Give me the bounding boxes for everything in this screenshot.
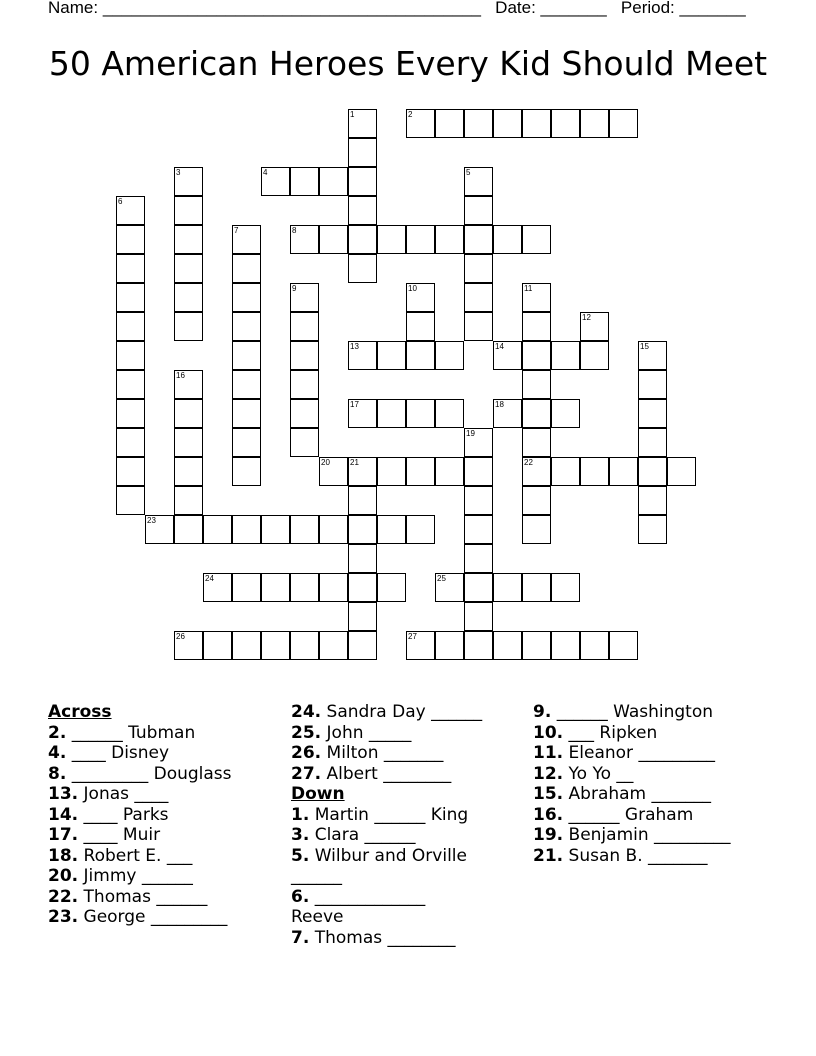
crossword-cell-2[interactable] <box>406 109 435 138</box>
clue-item <box>48 825 232 846</box>
crossword-cell[interactable] <box>464 196 493 225</box>
clue-number: 3 <box>176 168 181 177</box>
clue-number: 20. <box>48 866 79 886</box>
clue-number: 17. <box>48 825 79 845</box>
clues-column-3 <box>533 702 731 866</box>
crossword-cell-17[interactable] <box>348 399 377 428</box>
clue-number: 8 <box>292 226 297 235</box>
crossword-cell-11[interactable] <box>522 283 551 312</box>
crossword-cell[interactable] <box>551 341 580 370</box>
clue-number: 16 <box>176 371 185 380</box>
crossword-cell[interactable] <box>319 573 348 602</box>
clue-number: 15 <box>640 342 649 351</box>
crossword-cell[interactable] <box>406 457 435 486</box>
clue-text: ______ Tubman <box>66 722 196 743</box>
clue-item <box>291 764 482 785</box>
crossword-cell[interactable] <box>638 515 667 544</box>
crossword-cell[interactable] <box>464 109 493 138</box>
crossword-cell[interactable] <box>522 631 551 660</box>
clue-number: 25. <box>291 722 322 743</box>
clue-text: Abraham _______ <box>563 784 712 804</box>
clue-text: Thomas ________ <box>309 927 456 948</box>
clue-item <box>291 907 482 928</box>
crossword-cell-6[interactable] <box>116 196 145 225</box>
crossword-cell[interactable] <box>232 457 261 486</box>
crossword-cell[interactable] <box>609 109 638 138</box>
crossword-cell[interactable] <box>609 457 638 486</box>
clue-item <box>533 846 731 867</box>
crossword-cell[interactable] <box>551 631 580 660</box>
crossword-cell[interactable] <box>174 486 203 515</box>
crossword-cell[interactable] <box>580 341 609 370</box>
crossword-cell[interactable] <box>638 399 667 428</box>
crossword-cell[interactable] <box>290 573 319 602</box>
crossword-cell[interactable] <box>638 457 667 486</box>
crossword-cell[interactable] <box>609 631 638 660</box>
clue-number: 5 <box>466 168 471 177</box>
crossword-cell[interactable] <box>522 486 551 515</box>
clue-item <box>533 723 731 744</box>
crossword-cell-27[interactable] <box>406 631 435 660</box>
crossword-cell-24[interactable] <box>203 573 232 602</box>
clue-number: 26 <box>176 632 185 641</box>
crossword-cell[interactable] <box>174 254 203 283</box>
down-clue-list <box>291 805 482 949</box>
clue-text: Susan B. _______ <box>563 845 708 866</box>
clue-item <box>291 866 482 887</box>
clue-number: 1 <box>350 110 355 119</box>
crossword-cell[interactable] <box>261 573 290 602</box>
crossword-cell[interactable] <box>638 428 667 457</box>
crossword-cell[interactable] <box>174 399 203 428</box>
clue-number: 21. <box>533 845 564 866</box>
clue-item <box>291 805 482 826</box>
crossword-cell[interactable] <box>116 370 145 399</box>
crossword-cell[interactable] <box>174 457 203 486</box>
crossword-cell[interactable] <box>261 631 290 660</box>
crossword-cell[interactable] <box>116 312 145 341</box>
clue-number: 17 <box>350 400 359 409</box>
clue-text: ____ Muir <box>78 825 161 845</box>
clue-text: Yo Yo __ <box>563 763 634 784</box>
clue-number: 4. <box>48 743 67 763</box>
clue-item <box>291 702 482 723</box>
crossword-cell[interactable] <box>493 631 522 660</box>
crossword-cell[interactable] <box>377 399 406 428</box>
crossword-cell[interactable] <box>116 399 145 428</box>
crossword-cell[interactable] <box>580 109 609 138</box>
clue-text: ______ Washington <box>551 702 714 722</box>
crossword-cell[interactable] <box>116 457 145 486</box>
clue-number: 14. <box>48 804 79 825</box>
clues-column-1 <box>48 702 232 928</box>
crossword-cell[interactable] <box>638 370 667 399</box>
page-title: 50 American Heroes Every Kid Should Meet <box>48 44 768 83</box>
crossword-cell-10[interactable] <box>406 283 435 312</box>
date-label: Date: <box>495 0 536 17</box>
crossword-cell[interactable] <box>232 573 261 602</box>
crossword-cell[interactable] <box>116 254 145 283</box>
clue-item <box>48 846 232 867</box>
clue-number: 13 <box>350 342 359 351</box>
period-blank[interactable]: _______ <box>679 0 746 17</box>
clue-text: Robert E. ___ <box>78 845 193 866</box>
clue-number: 18. <box>48 845 79 866</box>
crossword-cell[interactable] <box>638 486 667 515</box>
crossword-cell-12[interactable] <box>580 312 609 341</box>
clue-text: Clara ______ <box>309 825 416 845</box>
crossword-cell[interactable] <box>116 486 145 515</box>
crossword-cell[interactable] <box>290 370 319 399</box>
crossword-cell[interactable] <box>290 428 319 457</box>
clue-item <box>533 764 731 785</box>
crossword-cell-3[interactable] <box>174 167 203 196</box>
crossword-cell[interactable] <box>464 225 493 254</box>
crossword-cell[interactable] <box>348 167 377 196</box>
clue-item <box>48 784 232 805</box>
clue-number: 18 <box>495 400 504 409</box>
crossword-cell[interactable] <box>464 515 493 544</box>
crossword-cell-26[interactable] <box>174 631 203 660</box>
crossword-cell[interactable] <box>348 486 377 515</box>
crossword-cell[interactable] <box>174 225 203 254</box>
clue-number: 1. <box>291 804 310 825</box>
crossword-cell[interactable] <box>406 399 435 428</box>
crossword-cell[interactable] <box>232 283 261 312</box>
clue-number: 6 <box>118 197 123 206</box>
clue-item <box>533 784 731 805</box>
clue-number: 9. <box>533 702 552 722</box>
crossword-cell[interactable] <box>522 341 551 370</box>
clue-text: George _________ <box>78 907 228 927</box>
clue-number: 10. <box>533 722 564 743</box>
clue-number: 11. <box>533 743 564 763</box>
crossword-cell[interactable] <box>464 631 493 660</box>
clue-number: 12 <box>582 313 591 322</box>
crossword-cell[interactable] <box>116 341 145 370</box>
crossword-cell[interactable] <box>319 515 348 544</box>
crossword-cell[interactable] <box>319 631 348 660</box>
clue-item <box>533 702 731 723</box>
crossword-cell-14[interactable] <box>493 341 522 370</box>
clue-text: Milton _______ <box>321 743 444 763</box>
clue-text: _________ Douglass <box>66 763 232 784</box>
crossword-cell[interactable] <box>464 283 493 312</box>
clue-number: 7. <box>291 927 310 948</box>
clue-item <box>291 743 482 764</box>
crossword-cell-5[interactable] <box>464 167 493 196</box>
crossword-cell[interactable] <box>377 515 406 544</box>
clue-number: 24 <box>205 574 214 583</box>
clue-text: Albert ________ <box>321 763 452 784</box>
crossword-cell[interactable] <box>348 138 377 167</box>
crossword-cell[interactable] <box>174 515 203 544</box>
crossword-cell[interactable] <box>435 109 464 138</box>
clue-item <box>48 887 232 908</box>
crossword-cell[interactable] <box>522 428 551 457</box>
clue-item <box>291 928 482 949</box>
clue-text: Jonas ____ <box>78 784 169 804</box>
crossword-cell[interactable] <box>493 573 522 602</box>
crossword-cell[interactable] <box>464 544 493 573</box>
crossword-cell[interactable] <box>522 573 551 602</box>
clue-text: Martin ______ King <box>309 804 469 825</box>
crossword-cell[interactable] <box>522 312 551 341</box>
crossword-cell[interactable] <box>232 312 261 341</box>
clue-number: 13. <box>48 784 79 804</box>
crossword-cell[interactable] <box>232 428 261 457</box>
crossword-cell[interactable] <box>348 225 377 254</box>
crossword-cell[interactable] <box>319 225 348 254</box>
clue-item <box>48 907 232 928</box>
clue-item <box>48 866 232 887</box>
clue-number: 26. <box>291 743 322 763</box>
crossword-cell[interactable] <box>522 109 551 138</box>
crossword-cell[interactable] <box>348 631 377 660</box>
crossword-cell[interactable] <box>493 225 522 254</box>
clue-text: Wilbur and Orville <box>309 845 467 866</box>
crossword-cell[interactable] <box>348 573 377 602</box>
crossword-cell[interactable] <box>406 312 435 341</box>
clue-number: 10 <box>408 284 417 293</box>
clue-number: 25 <box>437 574 446 583</box>
crossword-cell-25[interactable] <box>435 573 464 602</box>
crossword-cell[interactable] <box>232 631 261 660</box>
crossword-cell[interactable] <box>580 457 609 486</box>
crossword-cell[interactable] <box>232 399 261 428</box>
clue-number: 20 <box>321 458 330 467</box>
clue-text: ____ Parks <box>78 804 169 825</box>
clue-item <box>291 723 482 744</box>
crossword-cell[interactable] <box>551 457 580 486</box>
crossword-cell[interactable] <box>174 312 203 341</box>
clue-number: 27 <box>408 632 417 641</box>
crossword-cell[interactable] <box>348 602 377 631</box>
crossword-cell[interactable] <box>551 573 580 602</box>
crossword-cell[interactable] <box>232 254 261 283</box>
crossword-cell[interactable] <box>493 109 522 138</box>
crossword-cell[interactable] <box>580 631 609 660</box>
crossword-cell[interactable] <box>522 370 551 399</box>
crossword-cell[interactable] <box>464 573 493 602</box>
clue-number: 19. <box>533 825 564 845</box>
crossword-cell[interactable] <box>464 602 493 631</box>
clue-number: 8. <box>48 763 67 784</box>
clue-number: 5. <box>291 845 310 866</box>
period-label: Period: <box>620 0 675 17</box>
down-clue-list-cont <box>533 702 731 866</box>
crossword-cell-4[interactable] <box>261 167 290 196</box>
clue-text: Eleanor _________ <box>563 743 715 763</box>
header-fields <box>48 0 746 18</box>
clue-text: _____________ <box>309 886 426 907</box>
crossword-cell[interactable] <box>435 631 464 660</box>
across-clue-list <box>48 723 232 928</box>
crossword-cell[interactable] <box>290 399 319 428</box>
crossword-cell[interactable] <box>464 486 493 515</box>
clue-number: 19 <box>466 429 475 438</box>
crossword-cell-7[interactable] <box>232 225 261 254</box>
crossword-cell-8[interactable] <box>290 225 319 254</box>
crossword-cell[interactable] <box>377 225 406 254</box>
crossword-cell[interactable] <box>377 341 406 370</box>
crossword-cell-20[interactable] <box>319 457 348 486</box>
across-clue-list-cont <box>291 702 482 784</box>
crossword-cell[interactable] <box>290 631 319 660</box>
crossword-cell[interactable] <box>551 399 580 428</box>
crossword-cell-9[interactable] <box>290 283 319 312</box>
clue-number: 23. <box>48 907 79 927</box>
crossword-cell[interactable] <box>348 544 377 573</box>
crossword-cell[interactable] <box>435 457 464 486</box>
clue-text: ____ Disney <box>66 743 170 763</box>
clue-text: ______ <box>291 866 342 886</box>
clue-item <box>48 723 232 744</box>
clue-text: Benjamin _________ <box>563 825 731 845</box>
crossword-cell[interactable] <box>435 341 464 370</box>
clue-number: 2 <box>408 110 413 119</box>
clue-number: 27. <box>291 763 322 784</box>
crossword-cell[interactable] <box>464 457 493 486</box>
clue-number: 9 <box>292 284 297 293</box>
clue-number: 22 <box>524 458 533 467</box>
clue-item <box>533 743 731 764</box>
crossword-cell-21[interactable] <box>348 457 377 486</box>
clue-item <box>48 805 232 826</box>
clue-item <box>533 825 731 846</box>
crossword-cell-13[interactable] <box>348 341 377 370</box>
date-blank[interactable]: _______ <box>540 0 607 17</box>
crossword-cell-16[interactable] <box>174 370 203 399</box>
crossword-cell-22[interactable] <box>522 457 551 486</box>
crossword-cell[interactable] <box>435 225 464 254</box>
crossword-cell[interactable] <box>261 515 290 544</box>
clue-number: 2. <box>48 722 67 743</box>
clue-number: 6. <box>291 886 310 907</box>
crossword-cell[interactable] <box>174 428 203 457</box>
clue-text: Thomas ______ <box>78 886 208 907</box>
crossword-cell[interactable] <box>667 457 696 486</box>
crossword-cell[interactable] <box>290 515 319 544</box>
clue-item <box>291 846 482 867</box>
clue-number: 11 <box>524 284 533 293</box>
name-blank[interactable]: ________________________________________ <box>102 0 481 17</box>
crossword-cell[interactable] <box>522 225 551 254</box>
clue-text: ______ Graham <box>563 804 694 825</box>
crossword-cell[interactable] <box>203 631 232 660</box>
crossword-cell[interactable] <box>377 573 406 602</box>
crossword-cell[interactable] <box>116 428 145 457</box>
clue-text: ___ Ripken <box>563 722 658 743</box>
clue-number: 12. <box>533 763 564 784</box>
crossword-cell[interactable] <box>232 515 261 544</box>
down-heading: Down <box>291 784 345 804</box>
clue-number: 3. <box>291 825 310 845</box>
crossword-cell[interactable] <box>551 109 580 138</box>
crossword-cell[interactable] <box>174 283 203 312</box>
clue-item <box>291 887 482 908</box>
clue-item <box>48 764 232 785</box>
crossword-cell[interactable] <box>232 370 261 399</box>
clue-number: 24. <box>291 702 322 722</box>
clue-number: 23 <box>147 516 156 525</box>
crossword-cell[interactable] <box>319 167 348 196</box>
crossword-cell[interactable] <box>406 225 435 254</box>
crossword-cell[interactable] <box>348 196 377 225</box>
clue-item <box>533 805 731 826</box>
clue-number: 16. <box>533 804 564 825</box>
crossword-cell[interactable] <box>435 399 464 428</box>
clue-text: Reeve <box>291 907 344 927</box>
crossword-cell[interactable] <box>174 196 203 225</box>
clue-item <box>48 743 232 764</box>
clue-number: 14 <box>495 342 504 351</box>
crossword-cell[interactable] <box>464 312 493 341</box>
clue-item <box>291 825 482 846</box>
crossword-cell[interactable] <box>348 515 377 544</box>
clue-number: 22. <box>48 886 79 907</box>
clue-number: 15. <box>533 784 564 804</box>
crossword-cell-23[interactable] <box>145 515 174 544</box>
crossword-cell[interactable] <box>348 254 377 283</box>
clue-text: Jimmy ______ <box>78 866 193 886</box>
clues-column-2 <box>291 702 482 948</box>
crossword-cell[interactable] <box>377 457 406 486</box>
clue-number: 7 <box>234 226 239 235</box>
crossword-cell[interactable] <box>406 341 435 370</box>
crossword-cell[interactable] <box>116 225 145 254</box>
crossword-cell[interactable] <box>290 341 319 370</box>
crossword-cell[interactable] <box>522 515 551 544</box>
crossword-cell[interactable] <box>464 254 493 283</box>
name-label: Name: <box>48 0 99 17</box>
clue-text: Sandra Day ______ <box>321 702 483 722</box>
clue-text: John _____ <box>321 722 412 743</box>
crossword-cell[interactable] <box>116 283 145 312</box>
crossword-cell-18[interactable] <box>493 399 522 428</box>
crossword-cell[interactable] <box>290 312 319 341</box>
across-heading: Across <box>48 702 112 722</box>
clue-number: 4 <box>263 168 268 177</box>
crossword-cell[interactable] <box>522 399 551 428</box>
clue-number: 21 <box>350 458 359 467</box>
crossword-cell[interactable] <box>406 515 435 544</box>
crossword-cell-19[interactable] <box>464 428 493 457</box>
crossword-cell-15[interactable] <box>638 341 667 370</box>
crossword-cell[interactable] <box>290 167 319 196</box>
crossword-cell-1[interactable] <box>348 109 377 138</box>
crossword-cell[interactable] <box>203 515 232 544</box>
crossword-cell[interactable] <box>232 341 261 370</box>
